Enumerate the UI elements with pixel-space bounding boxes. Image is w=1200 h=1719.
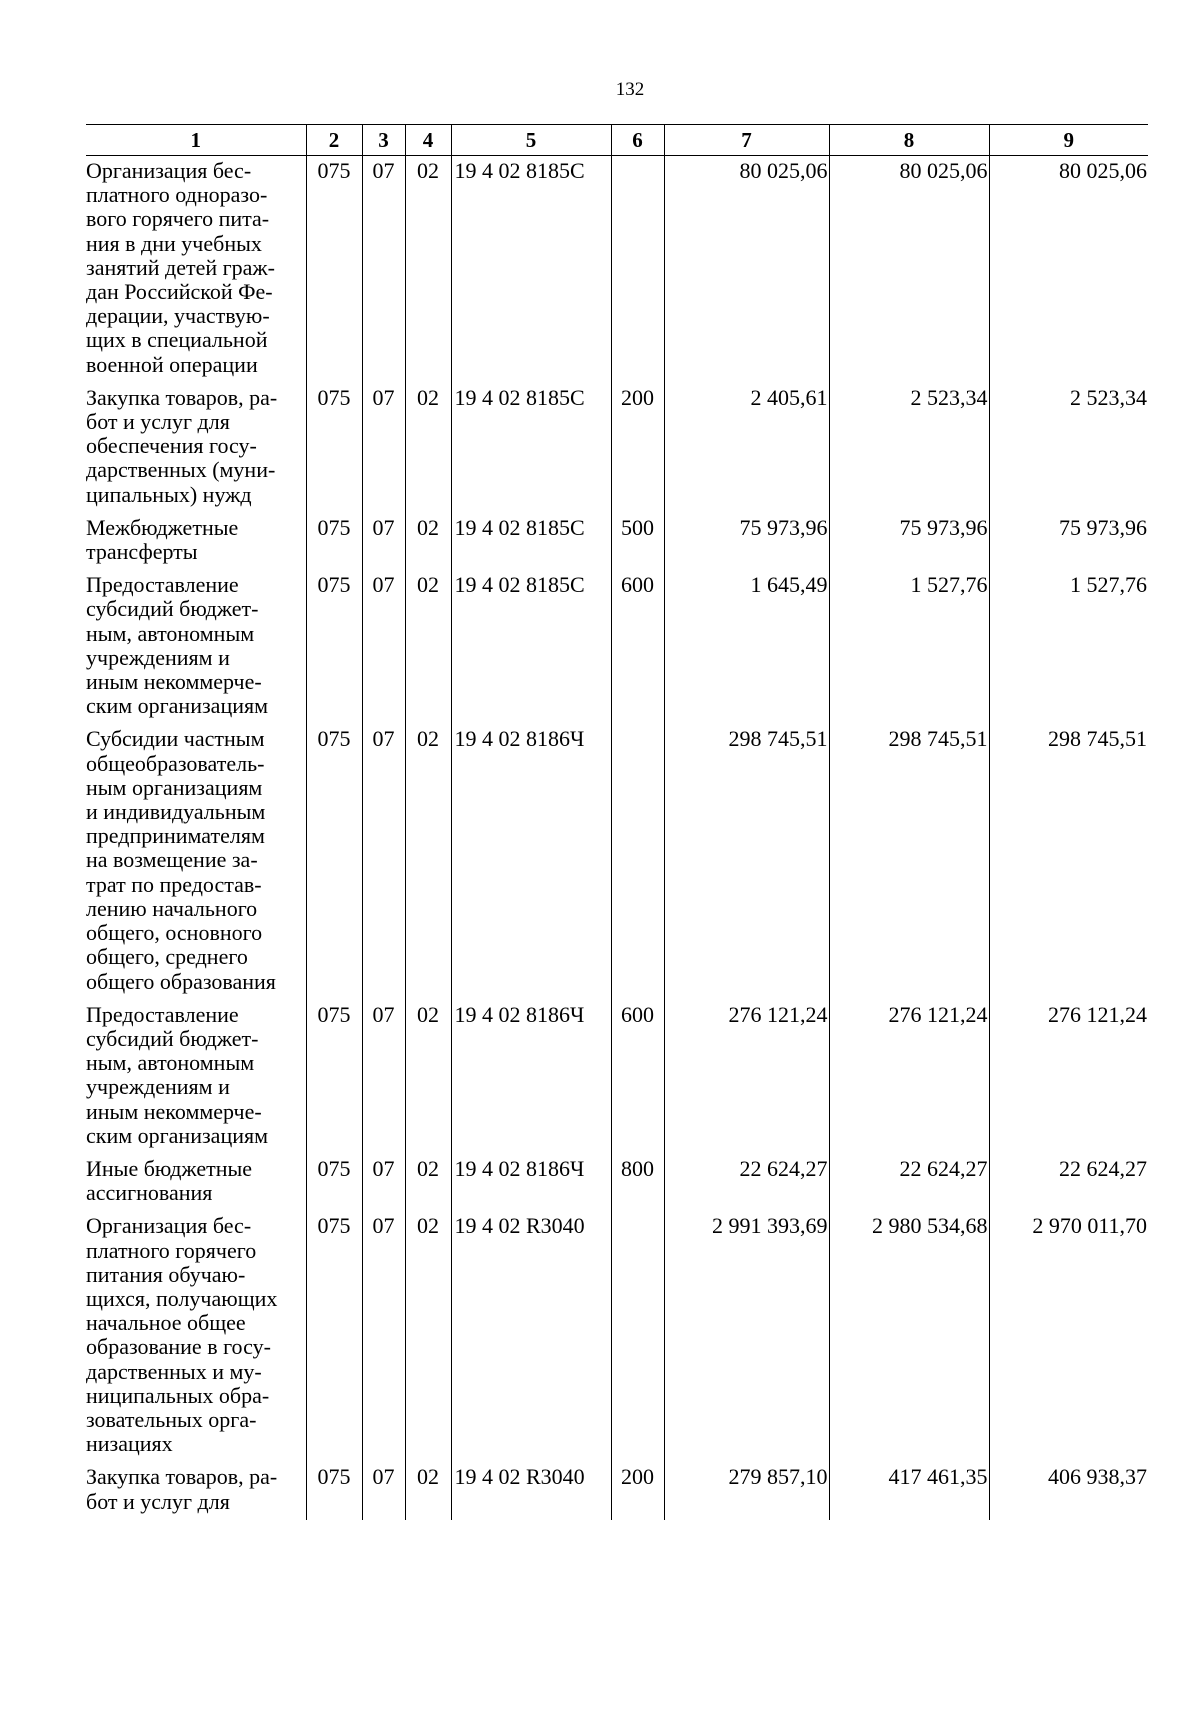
table-row bbox=[86, 1211, 1148, 1462]
row-description bbox=[86, 570, 306, 724]
cell-ministry-code: 075 bbox=[306, 513, 362, 570]
cell-amount-7: 2 991 393,69 bbox=[664, 1211, 829, 1462]
cell-ministry-code: 075 bbox=[306, 1000, 362, 1154]
row-description-text: Предоставление субсидий бюджет- ным, автономным учреждениям и иным некоммерче- ским организациям bbox=[86, 572, 269, 719]
cell-target-item: 19 4 02 R3040 bbox=[451, 1462, 611, 1519]
cell-amount-9: 298 745,51 bbox=[989, 724, 1148, 999]
cell-amount-8: 80 025,06 bbox=[829, 156, 989, 383]
cell-section: 07 bbox=[362, 1000, 405, 1154]
row-description bbox=[86, 1154, 306, 1211]
table-row bbox=[86, 724, 1148, 999]
col-header-1: 1 bbox=[86, 125, 306, 156]
cell-expense-type: 600 bbox=[611, 1000, 664, 1154]
cell-amount-8: 298 745,51 bbox=[829, 724, 989, 999]
cell-amount-8: 2 980 534,68 bbox=[829, 1211, 989, 1462]
col-header-6: 6 bbox=[611, 125, 664, 156]
cell-ministry-code: 075 bbox=[306, 570, 362, 724]
cell-section: 07 bbox=[362, 1462, 405, 1519]
col-header-8: 8 bbox=[829, 125, 989, 156]
cell-target-item: 19 4 02 8186Ч bbox=[451, 1154, 611, 1211]
cell-target-item: 19 4 02 8185С bbox=[451, 513, 611, 570]
cell-section: 07 bbox=[362, 513, 405, 570]
cell-target-item: 19 4 02 8186Ч bbox=[451, 724, 611, 999]
col-header-7: 7 bbox=[664, 125, 829, 156]
row-description-text: Организация бес- платного одноразо- вого горячего пита- ния в дни учебных занятий детей граж- дан Российской Фе- дерации, участвую- щих в специальной военной операции bbox=[86, 158, 275, 377]
col-header-2: 2 bbox=[306, 125, 362, 156]
cell-ministry-code: 075 bbox=[306, 1211, 362, 1462]
cell-subsection: 02 bbox=[405, 570, 451, 724]
cell-expense-type: 800 bbox=[611, 1154, 664, 1211]
row-description-text: Межбюджетные трансферты bbox=[86, 514, 239, 565]
cell-amount-7: 1 645,49 bbox=[664, 570, 829, 724]
cell-subsection: 02 bbox=[405, 156, 451, 383]
table-row bbox=[86, 513, 1148, 570]
row-description-text: Предоставление субсидий бюджет- ным, автономным учреждениям и иным некоммерче- ским организациям bbox=[86, 1001, 269, 1148]
cell-ministry-code: 075 bbox=[306, 156, 362, 383]
cell-section: 07 bbox=[362, 1154, 405, 1211]
cell-expense-type bbox=[611, 1211, 664, 1462]
cell-amount-8: 22 624,27 bbox=[829, 1154, 989, 1211]
table-row bbox=[86, 156, 1148, 383]
cell-section: 07 bbox=[362, 383, 405, 513]
cell-ministry-code: 075 bbox=[306, 383, 362, 513]
cell-amount-9: 276 121,24 bbox=[989, 1000, 1148, 1154]
cell-target-item: 19 4 02 8185С bbox=[451, 383, 611, 513]
cell-amount-7: 2 405,61 bbox=[664, 383, 829, 513]
cell-subsection: 02 bbox=[405, 1211, 451, 1462]
cell-section: 07 bbox=[362, 724, 405, 999]
row-description bbox=[86, 724, 306, 999]
cell-amount-9: 75 973,96 bbox=[989, 513, 1148, 570]
row-description bbox=[86, 1462, 306, 1519]
cell-subsection: 02 bbox=[405, 513, 451, 570]
cell-section: 07 bbox=[362, 570, 405, 724]
row-description-text: Иные бюджетные ассигнования bbox=[86, 1155, 253, 1206]
cell-expense-type bbox=[611, 156, 664, 383]
cell-subsection: 02 bbox=[405, 1462, 451, 1519]
table-row bbox=[86, 383, 1148, 513]
col-header-5: 5 bbox=[451, 125, 611, 156]
table-row bbox=[86, 1462, 1148, 1519]
cell-amount-8: 417 461,35 bbox=[829, 1462, 989, 1519]
cell-amount-7: 80 025,06 bbox=[664, 156, 829, 383]
table-header-row bbox=[86, 125, 1148, 156]
cell-amount-9: 2 970 011,70 bbox=[989, 1211, 1148, 1462]
cell-expense-type: 500 bbox=[611, 513, 664, 570]
cell-amount-7: 298 745,51 bbox=[664, 724, 829, 999]
table-row bbox=[86, 570, 1148, 724]
cell-expense-type: 600 bbox=[611, 570, 664, 724]
cell-amount-9: 406 938,37 bbox=[989, 1462, 1148, 1519]
row-description-text: Закупка товаров, ра- бот и услуг для bbox=[86, 1464, 278, 1514]
row-description bbox=[86, 383, 306, 513]
cell-subsection: 02 bbox=[405, 383, 451, 513]
col-header-4: 4 bbox=[405, 125, 451, 156]
cell-subsection: 02 bbox=[405, 1154, 451, 1211]
cell-section: 07 bbox=[362, 1211, 405, 1462]
cell-amount-9: 80 025,06 bbox=[989, 156, 1148, 383]
cell-amount-9: 2 523,34 bbox=[989, 383, 1148, 513]
cell-ministry-code: 075 bbox=[306, 1462, 362, 1519]
cell-amount-8: 2 523,34 bbox=[829, 383, 989, 513]
cell-target-item: 19 4 02 8186Ч bbox=[451, 1000, 611, 1154]
cell-subsection: 02 bbox=[405, 1000, 451, 1154]
cell-expense-type: 200 bbox=[611, 1462, 664, 1519]
row-description bbox=[86, 1000, 306, 1154]
row-description-text: Закупка товаров, ра- бот и услуг для обеспечения госу- дарственных (муни- ципальных) нужд bbox=[86, 384, 278, 507]
cell-amount-8: 276 121,24 bbox=[829, 1000, 989, 1154]
row-description-text: Организация бес- платного горячего питания обучаю- щихся, получающих начальное общее образование в госу- дарственных и му- ниципальных обра- зовательных орга- низациях bbox=[86, 1213, 278, 1457]
cell-amount-7: 22 624,27 bbox=[664, 1154, 829, 1211]
col-header-3: 3 bbox=[362, 125, 405, 156]
table-row bbox=[86, 1000, 1148, 1154]
budget-table bbox=[86, 124, 1148, 1520]
col-header-9: 9 bbox=[989, 125, 1148, 156]
page-number: 132 bbox=[615, 79, 645, 100]
cell-amount-7: 279 857,10 bbox=[664, 1462, 829, 1519]
cell-subsection: 02 bbox=[405, 724, 451, 999]
cell-section: 07 bbox=[362, 156, 405, 383]
row-description bbox=[86, 1211, 306, 1462]
cell-target-item: 19 4 02 R3040 bbox=[451, 1211, 611, 1462]
cell-expense-type: 200 bbox=[611, 383, 664, 513]
cell-ministry-code: 075 bbox=[306, 1154, 362, 1211]
row-description bbox=[86, 156, 306, 383]
cell-ministry-code: 075 bbox=[306, 724, 362, 999]
cell-target-item: 19 4 02 8185С bbox=[451, 570, 611, 724]
cell-amount-9: 1 527,76 bbox=[989, 570, 1148, 724]
row-description-text: Субсидии частным общеобразователь- ным организациям и индивидуальным предпринимателям на возмещение за- трат по предостав- лению начального общего, основного общего, среднего общего образования bbox=[86, 726, 276, 994]
row-description bbox=[86, 513, 306, 570]
cell-amount-8: 75 973,96 bbox=[829, 513, 989, 570]
cell-amount-8: 1 527,76 bbox=[829, 570, 989, 724]
cell-target-item: 19 4 02 8185С bbox=[451, 156, 611, 383]
cell-amount-7: 276 121,24 bbox=[664, 1000, 829, 1154]
table-row bbox=[86, 1154, 1148, 1211]
cell-expense-type bbox=[611, 724, 664, 999]
cell-amount-9: 22 624,27 bbox=[989, 1154, 1148, 1211]
cell-amount-7: 75 973,96 bbox=[664, 513, 829, 570]
